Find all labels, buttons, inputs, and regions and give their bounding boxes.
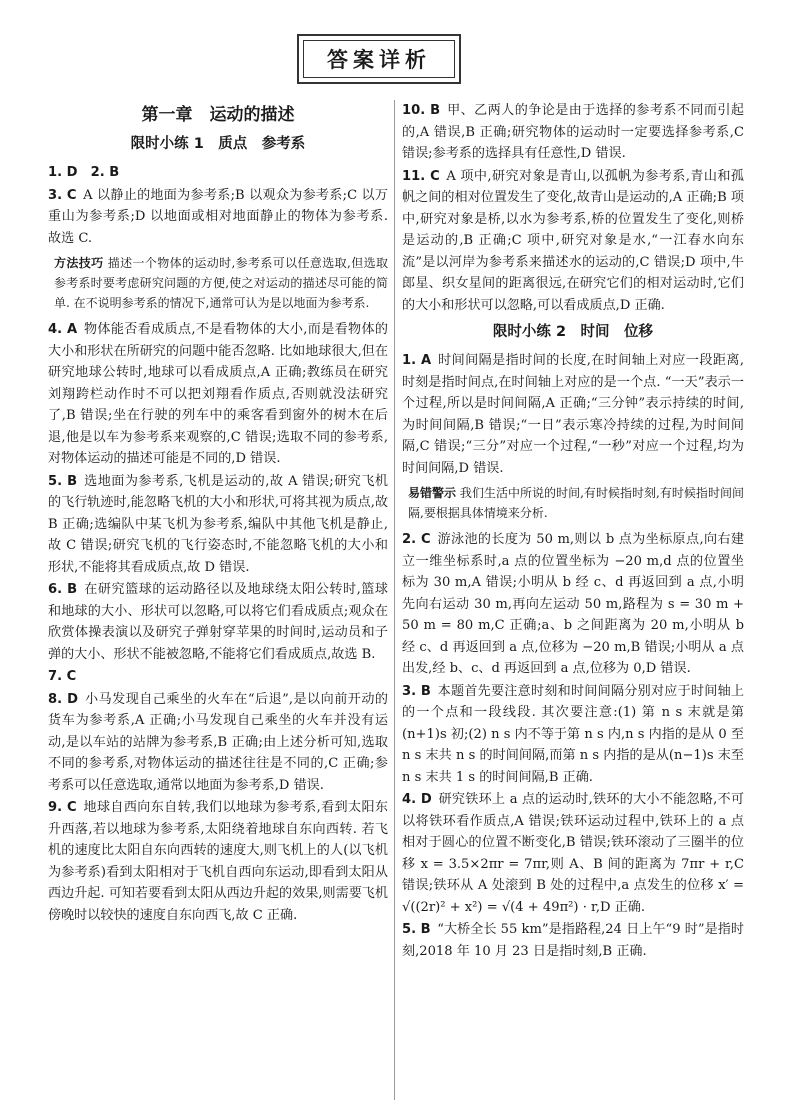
answer-text: 研究铁环上 a 点的运动时,铁环的大小不能忽略,不可以将铁环看作质点,A 错误;铁环运动过程中,铁环上的 a 点相对于圆心的位置不断变化,B 错误;铁环滚动了三圈半的位移 x = 3.5×2πr = 7πr,则 A、B 间的距离为 7πr + r,C 错误;铁环从 A 处滚到 B 处的过程中,a 点发生的位移 x′ = √((2r)² + x²) = √(4 + 49π²) · r,D 正确. [402,792,744,915]
answer-item [48,666,388,688]
answer-list [402,529,744,962]
answer-list [48,319,388,926]
answer-banner [297,34,461,84]
answer-item [402,529,744,680]
answer-number: 4. D [402,792,432,807]
answer-number: 6. B [48,582,78,597]
answer-text: A 项中,研究对象是青山,以孤帆为参考系,青山和孤帆之间的相对位置发生了变化,故青山是运动的,A 正确;B 项中,研究对象是桥,以水为参考系,桥的位置发生了变化,则桥是运动的,B 正确;C 项中,研究对象是水,“一江春水向东流”是以河岸为参考系来描述水的运动的,C 错误;D 项中,牛郎星、织女星间的距离很远,在研究它们的相对运动时,它们的大小和形状可以忽略,可以看成质点,D 正确. [402,168,744,313]
answer-text: 时间间隔是指时间的长度,在时间轴上对应一段距离,时刻是指时间点,在时间轴上对应的是一个点. “一天”表示一个过程,所以是时间间隔,A 正确;“三分钟”表示持续的时间,为时间间隔,B 错误;“一日”表示寒冷持续的过程,为时间间隔,C 错误;“三分”对应一个过程,“一秒”对应一个过程,均为时间间隔,D 错误. [402,353,745,476]
answer-text: 选地面为参考系,飞机是运动的,故 A 错误;研究飞机的飞行轨迹时,能忽略飞机的大小和形状,可将其视为质点,故 B 正确;选编队中某飞机为参考系,编队中其他飞机是静止,故 C 错误;研究飞机的飞行姿态时,不能忽略飞机的大小和形状,不能将其看成质点,故 D 错误. [48,473,389,575]
answer-text: “大桥全长 55 km”是指路程,24 日上午“9 时”是指时刻,2018 年 10 月 23 日是指时刻,B 正确. [402,922,745,959]
answer-number: 8. D [48,691,78,707]
answer-item [48,689,388,797]
answer-item [402,166,744,317]
section-title-1: 限时小练 1 质点 参考系 [130,136,306,152]
answer-item [402,919,744,962]
answer-item [402,681,744,789]
tip-box [54,253,388,313]
answer-text: 小马发现自己乘坐的火车在“后退”,是以向前开动的货车为参考系,A 正确;小马发现自己乘坐的火车并没有运动,是以车站的站牌为参考系,B 正确;由上述分析可知,选取不同的参考系,对物体运动的描述往往是不同的,C 正确;参考系可以任意选取,通常以地面为参考系,D 错误. [48,691,388,793]
answer-number: 9. C [48,800,77,815]
banner-title: 答案详析 [303,40,455,78]
answer-number: 5. B [402,922,431,937]
tip-label: 易错警示 [408,486,457,500]
answer-number: 3. B [402,683,431,699]
answer-number: 2. C [402,532,431,547]
chapter-title: 第一章 运动的描述 [141,105,295,125]
answer-item [48,797,388,926]
answer-item [48,162,388,184]
answer-text: 在研究篮球的运动路径以及地球绕太阳公转时,篮球和地球的大小、形状可以忽略,可以将它们看成质点;观众在欣赏体操表演以及研究子弹射穿苹果的时间时,运动员和子弹的大小、形状不能被忽略,不能将它们看成质点,故选 B. [48,582,388,662]
answer-item [48,579,388,665]
tip-text: 描述一个物体的运动时,参考系可以任意选取,但选取参考系时要考虑研究问题的方便,使之对运动的描述尽可能的简单. 在不说明参考系的情况下,通常可认为是以地面为参考系. [54,256,388,310]
section-title-2: 限时小练 2 时间 位移 [492,324,654,340]
answer-text: 本题首先要注意时刻和时间间隔分别对应于时间轴上的一个点和一段线段. 其次要注意:(1) 第 n s 末就是第(n+1)s 初;(2) n s 内不等于第 n s 内,n s 内指的是从 0 至 n s 末共 n s 的时间间隔,而第 n s 内指的是从(n−1)s 末至 n s 末共 1 s 的时间间隔,B 正确. [402,683,745,785]
answer-number: 1. A [402,353,432,368]
answer-text: 地球自西向东自转,我们以地球为参考系,看到太阳东升西落,若以地球为参考系,太阳绕着地球自东向西转. 若飞机的速度比太阳自东向西转的速度大,则飞机上的人(以飞机为参考系)看到太阳相对于飞机自西向东运动,即看到太阳从西边升起. 可知若要看到太阳从西边升起的效果,则需要飞机傍晚时以较快的速度自东向西飞,故 C 正确. [48,800,388,923]
answer-number: 5. B [48,473,78,489]
answer-number: 1. D 2. B [48,165,120,180]
tip-label: 方法技巧 [54,256,104,270]
column-divider [394,100,395,1100]
answer-text: 物体能否看成质点,不是看物体的大小,而是看物体的大小和形状在所研究的问题中能否忽略. 比如地球很大,但在研究地球公转时,地球可以看成质点,A 正确;教练员在研究刘翔跨栏动作时不可以把刘翔看作质点,否则就没法研究了,B 错误;坐在行驶的列车中的乘客看到窗外的树木在后退,他是以车为参考系来观察的,C 错误;选取不同的参考系,对物体运动的描述可能是不同的,D 错误. [48,322,388,466]
right-column [402,100,744,963]
left-column [48,100,388,927]
tip-text: 我们生活中所说的时间,有时候指时刻,有时候指时间间隔,要根据具体情境来分析. [408,486,744,520]
answer-item [48,319,388,470]
answer-item [402,350,744,479]
answer-number: 11. C [402,168,440,184]
answer-list [402,350,744,479]
answer-item [402,100,744,165]
answer-text: 游泳池的长度为 50 m,则以 b 点为坐标原点,向右建立一维坐标系时,a 点的位置坐标为 −20 m,d 点的位置坐标为 30 m,A 错误;小明从 b 经 c、d 再返回到 a 点,小明先向右运动 30 m,再向左运动 50 m,路程为 s = 30 m + 50 m = 80 m,C 正确;a、b 之间距离为 20 m,小明从 b 经 c、d 再返回到 a 点,位移为 −20 m,B 错误;小明从 a 点出发,经 b、c、d 再返回到 a 点,位移为 0,D 错误. [402,532,744,676]
answer-item [402,789,744,918]
answer-item [48,185,388,250]
answer-text: A 以静止的地面为参考系;B 以观众为参考系;C 以万重山为参考系;D 以地面或相对地面静止的物体为参考系. 故选 C. [48,187,388,246]
answer-list [402,100,744,316]
answer-list [48,162,388,249]
answer-text: 甲、乙两人的争论是由于选择的参考系不同而引起的,A 错误,B 正确;研究物体的运动时一定要选择参考系,C 错误;参考系的选择具有任意性,D 错误. [402,103,745,161]
tip-box [408,483,744,523]
answer-number: 10. B [402,103,441,118]
answer-number: 3. C [48,187,77,203]
answer-item [48,471,388,579]
answer-number: 4. A [48,322,78,337]
answer-number: 7. C [48,669,77,684]
